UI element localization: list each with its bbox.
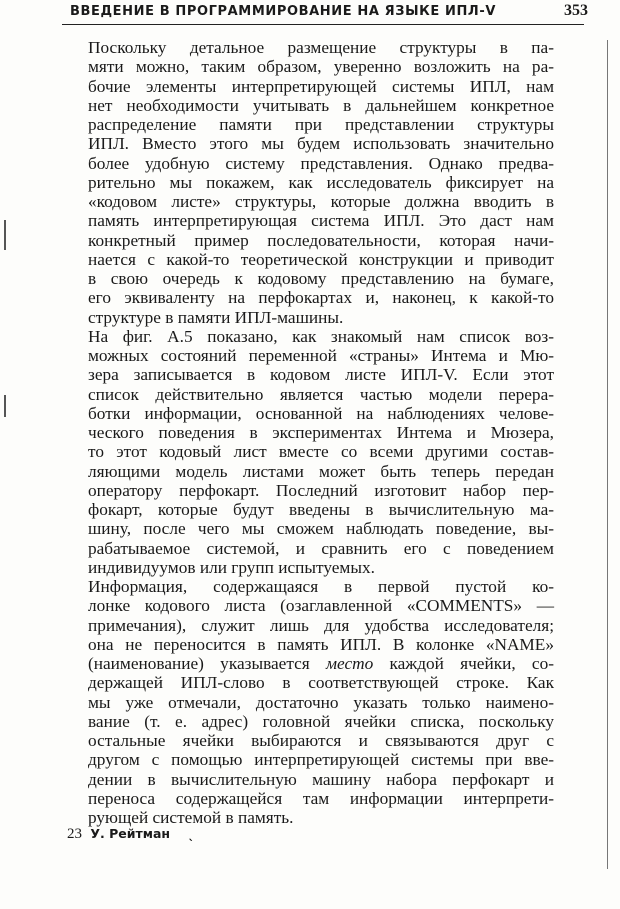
text-line: она не переносится в память ИПЛ. В колонке «NAME» bbox=[88, 634, 554, 654]
running-title: ВВЕДЕНИЕ В ПРОГРАММИРОВАНИЕ НА ЯЗЫКЕ ИПЛ-V bbox=[70, 4, 496, 19]
text-line: (наименование) указывается место каждой ячейки, со- bbox=[88, 654, 554, 673]
scan-edge-line bbox=[607, 40, 608, 869]
text-line: бочие элементы интерпретирующей системы ИПЛ, нам bbox=[88, 76, 554, 96]
text-line: ИПЛ. Вместо этого мы будем использовать значительно bbox=[88, 134, 554, 154]
text-line: ботки информации, основанной на наблюдениях челове- bbox=[88, 403, 554, 423]
text-line: Информация, содержащаяся в первой пустой ко- bbox=[88, 577, 554, 596]
margin-mark bbox=[4, 395, 6, 417]
text-line: лонке кодового листа (озаглавленной «COMMENTS» — bbox=[88, 596, 554, 616]
text-line: переноса содержащейся там информации интерпрети- bbox=[88, 788, 554, 808]
paragraph bbox=[67, 577, 554, 827]
text-line: мяти можно, таким образом, уверенно возложить на ра- bbox=[88, 57, 554, 77]
paragraph bbox=[67, 327, 554, 577]
paragraph bbox=[67, 38, 554, 327]
text-line: дении в вычислительную машину набора перфокарт и bbox=[88, 769, 554, 789]
text-line: На фиг. А.5 показано, как знакомый нам список воз- bbox=[88, 326, 554, 346]
text-line: можных состояний переменной «страны» Интема и Мю- bbox=[88, 346, 554, 365]
signature-number: 23 bbox=[67, 826, 82, 842]
text-line: рительно мы покажем, как исследователь фиксирует на bbox=[88, 172, 554, 192]
text-line: рабатываемое системой, и сравнить его с поведением bbox=[88, 538, 554, 558]
text-line: индивидуумов или групп испытуемых. bbox=[88, 557, 375, 577]
signature-footer bbox=[67, 826, 194, 843]
text-line: фокарт, которые будут введены в вычислительную ма- bbox=[88, 500, 554, 519]
text-line: оператору перфокарт. Последний изготовит набор пер- bbox=[88, 480, 554, 500]
text-line: вание (т. е. адрес) головной ячейки списка, поскольку bbox=[88, 711, 554, 731]
text-line: ляющими модель листами может быть теперь передан bbox=[88, 461, 554, 481]
text-line: структуре в памяти ИПЛ-машины. bbox=[88, 307, 344, 327]
text-line: зера записывается в кодовом листе ИПЛ-V. Если этот bbox=[88, 365, 554, 385]
signature-text: У. Рейтман bbox=[90, 826, 171, 841]
text-line: «кодовом листе» структуры, которые должна вводить в bbox=[88, 192, 554, 211]
text-line: более удобную систему представления. Однако предва- bbox=[88, 153, 554, 173]
text-line: шину, после чего мы сможем наблюдать поведение, вы- bbox=[88, 519, 554, 539]
signature-mark: ˎ bbox=[188, 827, 195, 841]
running-head bbox=[62, 2, 588, 25]
text-line: рующей системой в память. bbox=[88, 808, 294, 827]
body-text bbox=[67, 38, 554, 827]
text-line: распределение памяти при представлении структуры bbox=[88, 115, 554, 134]
page-number: 353 bbox=[564, 2, 588, 19]
text-line: в свою очередь к кодовому представлению на бумаге, bbox=[88, 269, 554, 288]
text-line: нается с какой-то теоретической конструкции и приводит bbox=[88, 249, 554, 269]
text-line: то этот кодовый лист вместе со всеми другими состав- bbox=[88, 442, 554, 462]
text-line: список действительно является частью модели перера- bbox=[88, 384, 554, 404]
text-line: примечания), служит лишь для удобства исследователя; bbox=[88, 615, 554, 635]
text-line: другом с помощью интерпретирующей системы при вве- bbox=[88, 750, 554, 770]
text-line: ческого поведения в экспериментах Интема и Мюзера, bbox=[88, 423, 554, 442]
text-line: держащей ИПЛ-слово в соответствующей строке. Как bbox=[88, 673, 554, 693]
text-line: Поскольку детальное размещение структуры в па- bbox=[88, 38, 554, 57]
text-line: мы уже отмечали, достаточно указать только наимено- bbox=[88, 692, 554, 712]
text-line: память интерпретирующая система ИПЛ. Это даст нам bbox=[88, 211, 554, 231]
text-line: конкретный пример последовательности, которая начи- bbox=[88, 230, 554, 250]
text-line: остальные ячейки выбираются и связываются друг с bbox=[88, 731, 554, 750]
text-line: его эквиваленту на перфокартах и, наконец, к какой-то bbox=[88, 288, 554, 308]
margin-mark bbox=[4, 220, 6, 250]
text-line: нет необходимости учитывать в дальнейшем конкретное bbox=[88, 95, 554, 115]
